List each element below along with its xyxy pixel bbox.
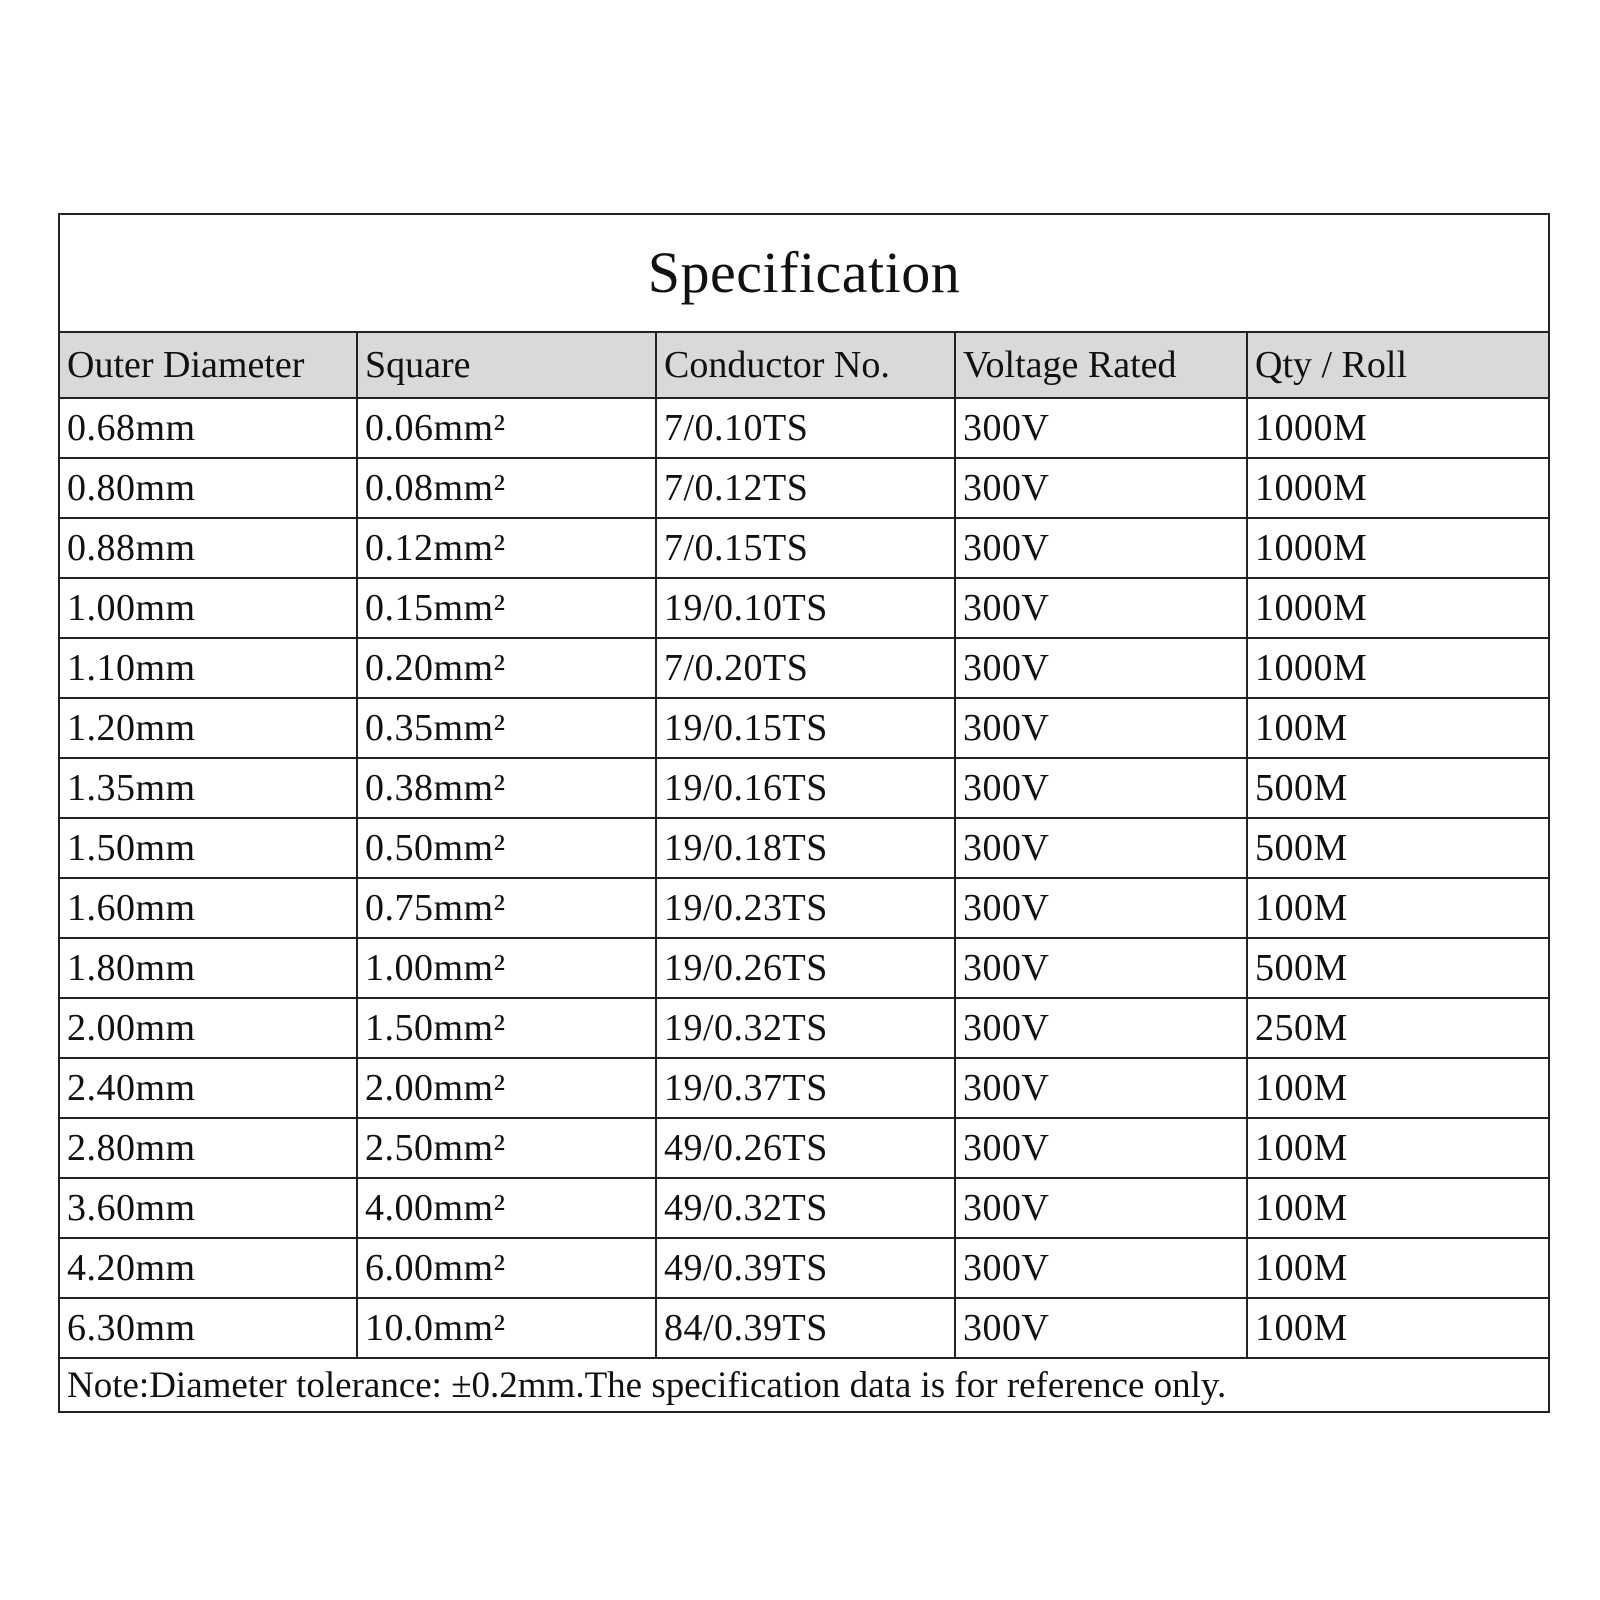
cell-conductor-no: 19/0.16TS bbox=[656, 758, 955, 818]
note-row bbox=[59, 1358, 1549, 1412]
cell-voltage-rated: 300V bbox=[955, 638, 1247, 698]
cell-qty-roll: 100M bbox=[1247, 698, 1549, 758]
table-title: Specification bbox=[59, 214, 1549, 332]
cell-square: 2.00mm² bbox=[357, 1058, 656, 1118]
cell-voltage-rated: 300V bbox=[955, 578, 1247, 638]
cell-square: 2.50mm² bbox=[357, 1118, 656, 1178]
cell-conductor-no: 19/0.15TS bbox=[656, 698, 955, 758]
table-row bbox=[59, 758, 1549, 818]
header-qty-roll: Qty / Roll bbox=[1247, 332, 1549, 398]
cell-conductor-no: 84/0.39TS bbox=[656, 1298, 955, 1358]
table-row bbox=[59, 1238, 1549, 1298]
cell-conductor-no: 7/0.10TS bbox=[656, 398, 955, 458]
table-row bbox=[59, 1058, 1549, 1118]
cell-voltage-rated: 300V bbox=[955, 938, 1247, 998]
table-row bbox=[59, 878, 1549, 938]
cell-square: 0.15mm² bbox=[357, 578, 656, 638]
table-body bbox=[59, 398, 1549, 1358]
cell-qty-roll: 1000M bbox=[1247, 518, 1549, 578]
table-row bbox=[59, 938, 1549, 998]
cell-outer-diameter: 2.80mm bbox=[59, 1118, 357, 1178]
cell-outer-diameter: 6.30mm bbox=[59, 1298, 357, 1358]
cell-voltage-rated: 300V bbox=[955, 698, 1247, 758]
cell-square: 0.20mm² bbox=[357, 638, 656, 698]
cell-conductor-no: 49/0.32TS bbox=[656, 1178, 955, 1238]
cell-voltage-rated: 300V bbox=[955, 1178, 1247, 1238]
cell-square: 0.12mm² bbox=[357, 518, 656, 578]
table-row bbox=[59, 398, 1549, 458]
table-row bbox=[59, 1118, 1549, 1178]
cell-voltage-rated: 300V bbox=[955, 758, 1247, 818]
cell-outer-diameter: 2.00mm bbox=[59, 998, 357, 1058]
cell-conductor-no: 7/0.12TS bbox=[656, 458, 955, 518]
cell-square: 0.38mm² bbox=[357, 758, 656, 818]
cell-square: 1.50mm² bbox=[357, 998, 656, 1058]
cell-qty-roll: 500M bbox=[1247, 818, 1549, 878]
table-row bbox=[59, 698, 1549, 758]
cell-qty-roll: 100M bbox=[1247, 1058, 1549, 1118]
cell-outer-diameter: 4.20mm bbox=[59, 1238, 357, 1298]
cell-square: 4.00mm² bbox=[357, 1178, 656, 1238]
table-note: Note:Diameter tolerance: ±0.2mm.The specification data is for reference only. bbox=[59, 1358, 1549, 1412]
cell-conductor-no: 19/0.37TS bbox=[656, 1058, 955, 1118]
cell-qty-roll: 1000M bbox=[1247, 578, 1549, 638]
table-row bbox=[59, 818, 1549, 878]
title-row bbox=[59, 214, 1549, 332]
cell-square: 6.00mm² bbox=[357, 1238, 656, 1298]
table-row bbox=[59, 1178, 1549, 1238]
cell-outer-diameter: 1.20mm bbox=[59, 698, 357, 758]
cell-qty-roll: 100M bbox=[1247, 1118, 1549, 1178]
cell-qty-roll: 500M bbox=[1247, 758, 1549, 818]
cell-voltage-rated: 300V bbox=[955, 398, 1247, 458]
cell-square: 0.75mm² bbox=[357, 878, 656, 938]
table-row bbox=[59, 998, 1549, 1058]
header-row bbox=[59, 332, 1549, 398]
cell-voltage-rated: 300V bbox=[955, 998, 1247, 1058]
cell-square: 0.06mm² bbox=[357, 398, 656, 458]
cell-outer-diameter: 1.35mm bbox=[59, 758, 357, 818]
cell-qty-roll: 500M bbox=[1247, 938, 1549, 998]
table-row bbox=[59, 638, 1549, 698]
cell-qty-roll: 100M bbox=[1247, 1178, 1549, 1238]
header-square: Square bbox=[357, 332, 656, 398]
cell-conductor-no: 19/0.23TS bbox=[656, 878, 955, 938]
cell-voltage-rated: 300V bbox=[955, 518, 1247, 578]
cell-outer-diameter: 2.40mm bbox=[59, 1058, 357, 1118]
cell-outer-diameter: 1.80mm bbox=[59, 938, 357, 998]
cell-qty-roll: 100M bbox=[1247, 1298, 1549, 1358]
cell-outer-diameter: 0.68mm bbox=[59, 398, 357, 458]
cell-conductor-no: 49/0.39TS bbox=[656, 1238, 955, 1298]
cell-square: 1.00mm² bbox=[357, 938, 656, 998]
cell-voltage-rated: 300V bbox=[955, 1298, 1247, 1358]
cell-conductor-no: 7/0.15TS bbox=[656, 518, 955, 578]
header-voltage-rated: Voltage Rated bbox=[955, 332, 1247, 398]
cell-conductor-no: 19/0.10TS bbox=[656, 578, 955, 638]
cell-qty-roll: 100M bbox=[1247, 1238, 1549, 1298]
cell-outer-diameter: 3.60mm bbox=[59, 1178, 357, 1238]
table-row bbox=[59, 518, 1549, 578]
cell-conductor-no: 7/0.20TS bbox=[656, 638, 955, 698]
cell-voltage-rated: 300V bbox=[955, 458, 1247, 518]
cell-outer-diameter: 0.80mm bbox=[59, 458, 357, 518]
cell-voltage-rated: 300V bbox=[955, 1118, 1247, 1178]
cell-conductor-no: 19/0.26TS bbox=[656, 938, 955, 998]
header-outer-diameter: Outer Diameter bbox=[59, 332, 357, 398]
cell-outer-diameter: 1.10mm bbox=[59, 638, 357, 698]
cell-square: 0.35mm² bbox=[357, 698, 656, 758]
cell-qty-roll: 1000M bbox=[1247, 638, 1549, 698]
cell-qty-roll: 1000M bbox=[1247, 458, 1549, 518]
table-row bbox=[59, 1298, 1549, 1358]
table-row bbox=[59, 578, 1549, 638]
cell-voltage-rated: 300V bbox=[955, 818, 1247, 878]
cell-square: 0.50mm² bbox=[357, 818, 656, 878]
cell-conductor-no: 19/0.32TS bbox=[656, 998, 955, 1058]
cell-qty-roll: 250M bbox=[1247, 998, 1549, 1058]
cell-outer-diameter: 0.88mm bbox=[59, 518, 357, 578]
cell-qty-roll: 1000M bbox=[1247, 398, 1549, 458]
specification-table bbox=[58, 213, 1550, 1413]
cell-square: 10.0mm² bbox=[357, 1298, 656, 1358]
header-conductor-no: Conductor No. bbox=[656, 332, 955, 398]
cell-voltage-rated: 300V bbox=[955, 878, 1247, 938]
cell-conductor-no: 49/0.26TS bbox=[656, 1118, 955, 1178]
cell-outer-diameter: 1.00mm bbox=[59, 578, 357, 638]
cell-voltage-rated: 300V bbox=[955, 1238, 1247, 1298]
cell-square: 0.08mm² bbox=[357, 458, 656, 518]
cell-outer-diameter: 1.60mm bbox=[59, 878, 357, 938]
cell-qty-roll: 100M bbox=[1247, 878, 1549, 938]
cell-outer-diameter: 1.50mm bbox=[59, 818, 357, 878]
cell-voltage-rated: 300V bbox=[955, 1058, 1247, 1118]
table-row bbox=[59, 458, 1549, 518]
cell-conductor-no: 19/0.18TS bbox=[656, 818, 955, 878]
